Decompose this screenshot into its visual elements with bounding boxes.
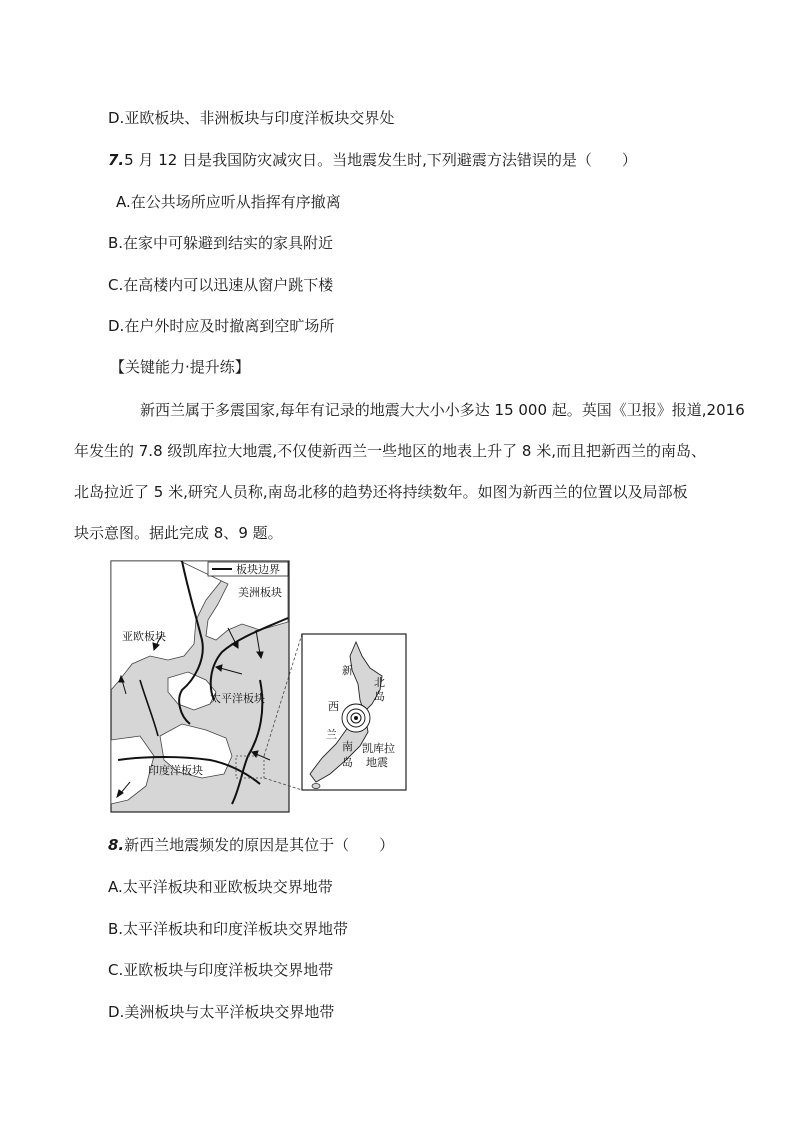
q8-stem: 新西兰地震频发的原因是其位于（ ） <box>124 836 395 854</box>
section-title: 【关键能力·提升练】 <box>110 358 250 376</box>
legend-label: 板块边界 <box>236 563 280 576</box>
passage-line-4: 块示意图。据此完成 8、9 题。 <box>74 524 283 542</box>
q7-option-d: D.在户外时应及时撤离到空旷场所 <box>108 317 335 335</box>
q7-stem: 5 月 12 日是我国防灾减灾日。当地震发生时,下列避震方法错误的是（ ） <box>124 151 637 169</box>
label-kaikoura-2: 地震 <box>366 756 388 769</box>
q7-option-a: A.在公共场所应听从指挥有序撤离 <box>116 193 341 211</box>
label-americas-plate: 美洲板块 <box>238 586 282 599</box>
q6-option-d: D.亚欧板块、非洲板块与印度洋板块交界处 <box>108 109 395 127</box>
passage-line-3: 北岛拉近了 5 米,研究人员称,南岛北移的趋势还将持续数年。如图为新西兰的位置以及局部板 <box>74 483 688 501</box>
label-south-island-1: 南 <box>342 740 353 753</box>
q7-stem-line <box>108 150 637 170</box>
q7-option-b: B.在家中可躲避到结实的家具附近 <box>108 234 334 252</box>
epicenter-dot <box>354 716 358 720</box>
label-nz-3: 兰 <box>326 728 337 741</box>
plate-map-figure <box>110 560 410 815</box>
plate-map-svg <box>110 560 410 815</box>
q7-option-c: C.在高楼内可以迅速从窗户跳下楼 <box>108 276 334 294</box>
label-north-island-2: 岛 <box>374 690 385 703</box>
q8-option-b: B.太平洋板块和印度洋板块交界地带 <box>108 920 349 938</box>
q7-number: 7. <box>108 151 125 169</box>
q8-option-d: D.美洲板块与太平洋板块交界地带 <box>108 1003 335 1021</box>
q8-option-a: A.太平洋板块和亚欧板块交界地带 <box>108 878 333 896</box>
label-eurasian-plate: 亚欧板块 <box>122 630 166 643</box>
label-nz-1: 新 <box>342 664 353 677</box>
passage-line-1: 新西兰属于多震国家,每年有记录的地震大大小小多达 15 000 起。英国《卫报》报道,2016 <box>140 401 745 419</box>
q8-stem-line <box>108 835 394 855</box>
label-south-island-2: 岛 <box>342 756 353 769</box>
label-indian-plate: 印度洋板块 <box>148 764 203 777</box>
q8-option-c: C.亚欧板块与印度洋板块交界地带 <box>108 961 334 979</box>
label-kaikoura-1: 凯库拉 <box>362 742 395 755</box>
q8-number: 8. <box>108 836 125 854</box>
label-north-island-1: 北 <box>374 676 385 689</box>
passage-line-2: 年发生的 7.8 级凯库拉大地震,不仅使新西兰一些地区的地表上升了 8 米,而且把新西兰的南岛、 <box>74 442 707 460</box>
stewart-island <box>312 784 320 789</box>
label-pacific-plate: 太平洋板块 <box>210 692 265 705</box>
label-nz-2: 西 <box>328 700 339 713</box>
